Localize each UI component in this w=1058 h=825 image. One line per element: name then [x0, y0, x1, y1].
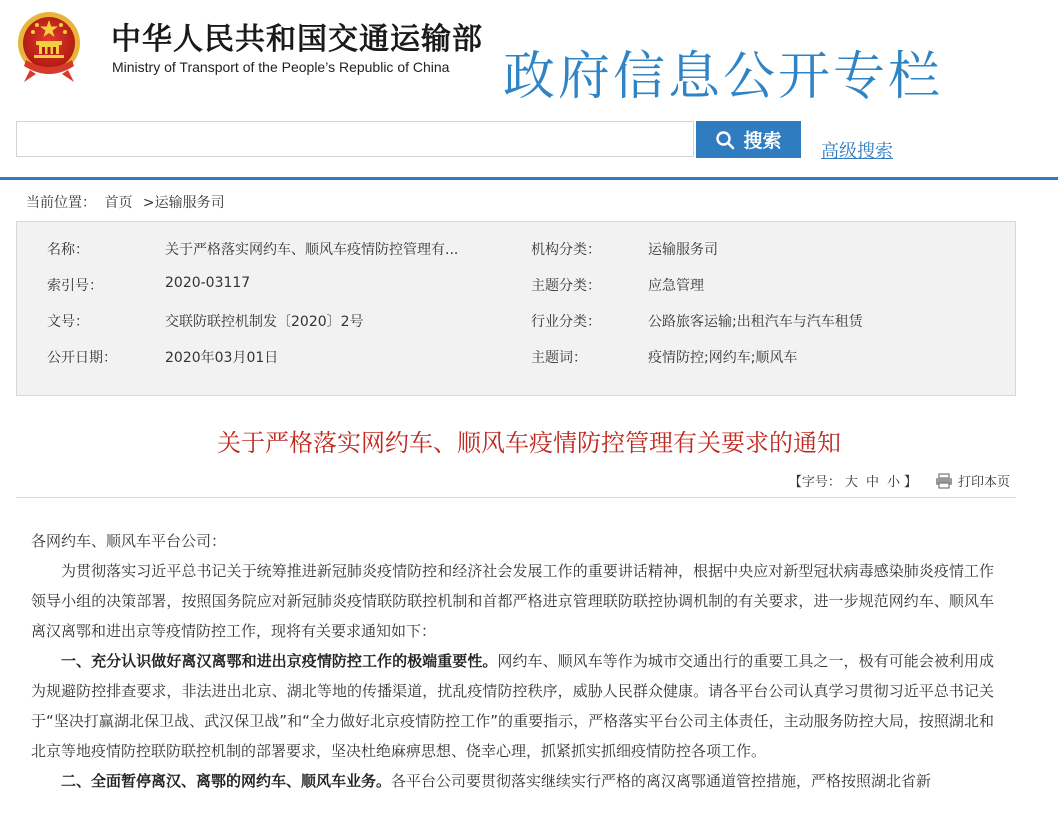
column-title: 政府信息公开专栏 [503, 47, 944, 107]
document-tools [789, 471, 1010, 490]
meta-key-publish-date: 公开日期： [47, 350, 117, 366]
meta-value-doc-number: 交联防联控机制发〔2020〕2号 [165, 314, 364, 330]
meta-value-topic: 应急管理 [648, 278, 704, 294]
meta-value-agency: 运输服务司 [648, 242, 718, 258]
meta-key-topic: 主题分类： [531, 278, 601, 294]
meta-key-name: 名称： [47, 242, 89, 258]
document-metadata-panel [16, 221, 1016, 396]
body-paragraph [31, 766, 994, 796]
section-text: 各平台公司要贯彻落实继续实行严格的离汉离鄂通道管控措施，严格按照湖北省新 [391, 772, 932, 790]
meta-value-publish-date: 2020年03月01日 [165, 350, 279, 366]
meta-row [17, 239, 1017, 259]
meta-value-name: 关于严格落实网约车、顺风车疫情防控管理有... [165, 242, 459, 258]
header-divider [0, 177, 1058, 180]
ministry-name-en: Ministry of Transport of the People’s Republic of China [112, 59, 450, 75]
meta-key-doc-number: 文号： [47, 314, 89, 330]
meta-key-index: 索引号： [47, 278, 103, 294]
printer-icon[interactable] [935, 473, 953, 489]
section-heading: 二、全面暂停离汉、离鄂的网约车、顺风车业务。 [61, 772, 392, 790]
document-title: 关于严格落实网约车、顺风车疫情防控管理有关要求的通知 [217, 429, 841, 457]
salutation: 各网约车、顺风车平台公司： [31, 532, 227, 550]
meta-key-keywords: 主题词： [531, 350, 587, 366]
ministry-name-cn: 中华人民共和国交通运输部 [111, 22, 483, 57]
font-size-small-link[interactable]: 小 [886, 475, 900, 490]
breadcrumb-prefix: 当前位置： [26, 195, 96, 211]
print-page-link[interactable]: 打印本页 [957, 475, 1010, 490]
meta-value-industry: 公路旅客运输;出租汽车与汽车租赁 [648, 314, 863, 330]
content-divider [16, 497, 1016, 498]
section-text: 网约车、顺风车等作为城市交通出行的重要工具之一，极有可能会被利用成为规避防控排查要求，非法进出北京、湖北等地的传播渠道，扰乱疫情防控秩序，威胁人民群众健康。请各平台公司认真学习贯彻习近平总书记关于“坚决打赢湖北保卫战、武汉保卫战”和“全力做好北京疫情防控工作”的重要指示，严格落实平台公司主体责任，主动服务防控大局，按照湖北和北京等地疫情防控联防联控机制的部署要求，坚决杜绝麻痹思想、侥幸心理，抓紧抓实抓细疫情防控各项工作。 [31, 652, 994, 760]
meta-key-agency: 机构分类： [531, 242, 601, 258]
breadcrumb-current-link[interactable]: 运输服务司 [154, 195, 225, 211]
font-size-large-link[interactable]: 大 [844, 475, 858, 490]
meta-row [17, 275, 1017, 295]
search-input[interactable] [16, 121, 694, 157]
advanced-search-link[interactable]: 高级搜索 [821, 141, 893, 162]
body-paragraph [31, 646, 994, 766]
search-icon [715, 130, 735, 150]
search-button[interactable] [696, 121, 801, 158]
breadcrumb-separator: > [142, 195, 155, 211]
font-size-label: 【字号： [788, 475, 841, 490]
page-header [0, 0, 1058, 178]
meta-row [17, 347, 1017, 367]
meta-key-industry: 行业分类： [531, 314, 601, 330]
breadcrumb [26, 192, 225, 212]
section-heading: 一、充分认识做好离汉离鄂和进出京疫情防控工作的极端重要性。 [61, 652, 498, 670]
meta-row [17, 311, 1017, 331]
body-paragraph: 为贯彻落实习近平总书记关于统筹推进新冠肺炎疫情防控和经济社会发展工作的重要讲话精神，根据中央应对新型冠状病毒感染肺炎疫情工作领导小组的决策部署，按照国务院应对新冠肺炎疫情联防联控机制和首都严格进京管理联防联控协调机制的有关要求，进一步规范网约车、顺风车离汉离鄂和进出京等疫情防控工作，现将有关要求通知如下： [31, 562, 994, 640]
breadcrumb-home-link[interactable]: 首页 [104, 195, 133, 211]
font-size-medium-link[interactable]: 中 [865, 475, 879, 490]
document-body [31, 526, 994, 796]
font-size-close-bracket: 】 [903, 475, 917, 490]
meta-value-index: 2020-03117 [165, 275, 251, 291]
meta-value-keywords: 疫情防控;网约车;顺风车 [648, 350, 798, 366]
search-button-label: 搜索 [743, 130, 782, 152]
national-emblem-icon [16, 10, 82, 84]
